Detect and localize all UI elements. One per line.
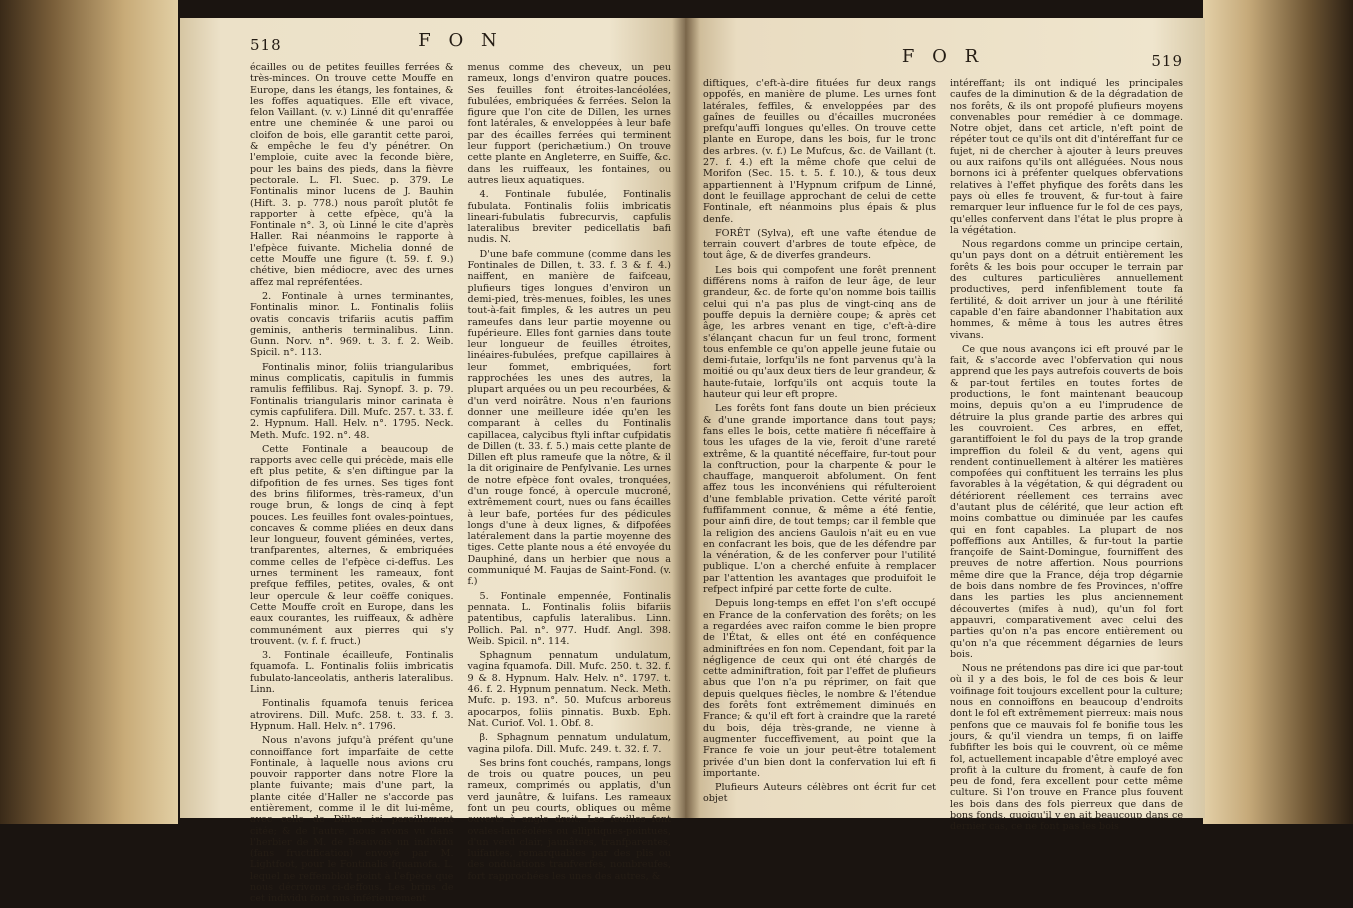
paragraph: β. Sphagnum pennatum undulatum, vagina pilofa. Dill. Mufc. 249. t. 32. f. 7. [467, 732, 671, 755]
running-head-right: F O R [901, 46, 985, 67]
paragraph: Plufieurs Auteurs célèbres ont écrit fur cet objet [703, 782, 936, 805]
left-page-header [250, 28, 671, 62]
paragraph: Les bois qui compofent une forêt prennent différens noms à raifon de leur âge, de leur grandeur, &c. de forte qu'on nomme bois taillis celui qui n'a pas plus de vingt-cinq ans de pouffe depuis la dernière coupe; & après cet âge, les arbres venant en tige, c'eft-à-dire s'élançant chacun fur un feul tronc, forment tous enfemble ce qu'on appelle jeune futaie ou demi-futaie, lorfqu'ils ne font parvenus qu'à la moitié ou qu'aux deux tiers de leur grandeur, & haute-futaie, lorfqu'ils ont acquis toute la hauteur qui leur eft propre. [703, 264, 936, 401]
paragraph: Nous ne prétendons pas dire ici que par-tout où il y a des bois, le fol de ces bois & leur voifinage foit toujours excellent pour la culture; nous en connoiffons en beaucoup d'endroits dont le fol eft extrêmement pierreux: mais nous penfons que ce mauvais fol fe bonifie tous les jours, & qu'il viendra un temps, fi on laiffe fubfifter les bois qui le couvrent, où ce même fol, actuellement incapable d'être employé avec profit à la culture du froment, à caufe de fon peu de fond, fera excellent pour cette même culture. Si l'on trouve en France plus fouvent les bois dans des fols pierreux que dans de bons fonds, quoiqu'il y en ait beaucoup dans ce dernier cas, ce ne font pas les bois [950, 663, 1183, 833]
paragraph: 2. Fontinale à urnes terminantes, Fontinalis minor. L. Fontinalis foliis ovatis concavis trifariis acutis paffim geminis, antheris terminalibus. Linn. Gunn. Norv. n°. 969. t. 3. f. 2. Weib. Spicil. n°. 113. [250, 290, 454, 359]
paragraph: D'une bafe commune (comme dans les Fontinales de Dillen, t. 33. f. 3 & f. 4.) naiffent, en manière de faifceau, plufieurs tiges longues d'environ un demi-pied, très-menues, foibles, les unes tout-à-fait fimples, & les autres un peu rameufes dans leur partie moyenne ou fupérieure. Elles font garnies dans toute leur longueur de feuilles étroites, linéaires-fubulées, prefque capillaires à leur fommet, embriquées, fort rapprochées les unes des autres, la plupart arquées ou un peu recourbées, & d'un verd noirâtre. Nous n'en faurions donner une meilleure idée qu'en les comparant à celles du Fontinalis capillacea, calycibus ftyli inftar cufpidatis de Dillen (t. 33. f. 5.) mais cette plante de Dillen eft plus rameufe que la nôtre, & il la dit originaire de Penfylvanie. Les urnes de notre efpèce font ovales, tronquées, d'un rouge foncé, à opercule mucroné, extrêmement court, nues ou fans écailles à leur bafe, portées fur des pédicules longs d'une à deux lignes, & difpofées latéralement dans la partie moyenne des tiges. Cette plante nous a été envoyée du Dauphiné, dans un herbier que nous a communiqué M. Faujas de Saint-Fond. (v. f.) [467, 248, 671, 588]
page-number-right: 519 [1151, 52, 1183, 70]
book-gutter [672, 18, 700, 818]
paragraph: Depuis long-temps en effet l'on s'eft occupé en France de la confervation des forêts; on les a regardées avec raifon comme le bien propre de l'État, & elles ont été en conféquence adminiftrées en fon nom. Cependant, foit par la négligence de ceux qui ont été chargés de cette adminiftration, foit par l'effet de plufieurs abus que l'on n'a pu réprimer, on fait que depuis quelques fiècles, le nombre & l'étendue des forêts font extrêmement diminués en France; & qu'il eft fort à craindre que la rareté du bois, déja très-grande, ne vienne à augmenter fucceffivement, au point que la France fe voie un jour peut-être totalement privée d'un bien dont la confervation lui eft fi importante. [703, 598, 936, 779]
paragraph: Fontinalis fquamofa tenuis fericea atrovirens. Dill. Mufc. 258. t. 33. f. 3. Hypnum. Hall. Helv. n°. 1796. [250, 698, 454, 732]
paragraph: 5. Fontinale empennée, Fontinalis pennata. L. Fontinalis foliis bifariis patentibus, capfulis lateralibus. Linn. Pollich. Pal. n°. 977. Hudf. Angl. 398. Weib. Spicil. n°. 114. [467, 590, 671, 647]
left-page [180, 18, 685, 905]
left-book-edge [0, 0, 178, 824]
right-page-header [703, 44, 1183, 78]
paragraph: Ce que nous avançons ici eft prouvé par le fait, & s'accorde avec l'obfervation qui nous apprend que les pays autrefois couverts de bois & par-tout fertiles en toutes fortes de productions, le font maintenant beaucoup moins, depuis qu'on a eu l'imprudence de détruire la plus grande partie des arbres qui les couvroient. Ces arbres, en effet, garantiffoient le fol du pays de la trop grande impreffion du foleil & du vent, agens qui rendent continuellement à altérer les matières compofées qui conftituent les terrains les plus favorables à la végétation, & qui dégradent ou détériorent réellement ces terrains avec d'autant plus de célérité, que leur action eft moins combattue ou diminuée par les caufes qui en font capables. La plupart de nos poffeffions aux Antilles, & fur-tout la partie françoife de Saint-Domingue, fourniffent des preuves de notre affertion. Nous pourrions même dire que la France, déja trop dégarnie de bois dans nombre de fes Provinces, n'offre dans les parties les plus anciennement découvertes (mifes à nud), qu'un fol fort appauvri, comparativement avec celui des parties qu'on n'a pas encore entièrement ou qu'on n'a que récemment dégarnies de leurs bois. [950, 343, 1183, 660]
left-column-2 [468, 62, 672, 908]
paragraph: menus comme des cheveux, un peu rameux, longs d'environ quatre pouces. Ses feuilles font étroites-lancéolées, fubulées, embriquées & ferrées. Selon la figure que l'on cite de Dillen, les urnes font latérales, & enveloppées à leur bafe par des écailles ferrées qui terminent leur fupport (perichætium.) On trouve cette plante en Angleterre, en Suiffe, &c. dans les ruiffeaux, les fontaines, ou autres lieux aquatiques. [467, 62, 671, 186]
paragraph: 3. Fontinale écailleufe, Fontinalis fquamofa. L. Fontinalis foliis imbricatis fubulato-lanceolatis, antheris lateralibus. Linn. [250, 650, 454, 696]
paragraph: Ses brins font couchés, rampans, longs de trois ou quatre pouces, un peu rameux, comprimés ou applatis, d'un verd jaunâtre, & luifans. Les rameaux font un peu courts, obliques ou même ouverts à angle droit. Les feuilles font ovales-lancéolées ou elliptiques-pointues, d'un verd clair, jaunâtres, tranfparentes, luifantes, remarquables par des plis ou des ondulations tranfverfes, nombreufes, fort rapprochées les unes des autres, & [467, 757, 671, 882]
right-page-columns [703, 78, 1183, 836]
paragraph: Fontinalis minor, foliis triangularibus minus complicatis, capitulis in fummis ramulis feffilibus. Raj. Synopf. 3. p. 79. Fontinalis triangularis minor carinata è cymis capfulifera. Dill. Mufc. 257. t. 33. f. 2. Hypnum. Hall. Helv. n°. 1795. Neck. Meth. Mufc. 192. n°. 48. [250, 361, 454, 441]
paragraph: Nous n'avons jufqu'à préfent qu'une connoiffance fort imparfaite de cette Fontinale, à laquelle nous avions cru pouvoir rapporter dans notre Flore la plante fuivante; mais d'une part, la plante citée d'Haller ne s'accorde pas entièrement, comme il le dit lui-même, avec celle de Dillen ici pareillement citée; & de l'autre, nous avons vu dans l'herbier de M. de Beauvois un individu (fans fructification) envoyé par M. Lightfoot, pour le Fontinalis fquamofa. L. lequel ne reffembloit point à l'efpèce que nous décrivons ci-deffous. Les brins de cet individu font nus inférieurement [250, 735, 454, 905]
left-page-columns [250, 62, 671, 908]
running-head-left: F O N [418, 30, 503, 51]
right-page [685, 18, 1205, 833]
paragraph: FORÊT (Sylva), eft une vafte étendue de terrain couvert d'arbres de toute efpèce, de tout âge, & de diverfes grandeurs. [703, 227, 936, 262]
paragraph: Sphagnum pennatum undulatum, vagina fquamofa. Dill. Mufc. 250. t. 32. f. 9 & 8. Hypnum. Halv. Helv. n°. 1797. t. 46. f. 2. Hypnum pennatum. Neck. Meth. Mufc. p. 193. n°. 50. Mufcus arboreus apocarpos, foliis pinnatis. Buxb. Eph. Nat. Curiof. Vol. 1. Obf. 8. [467, 650, 671, 729]
paragraph: Les forêts font fans doute un bien précieux & d'une grande importance dans tout pays; fans elles le bois, cette matière fi néceffaire à tous les ufages de la vie, feroit d'une rareté extrême, & la quantité néceffaire, fur-tout pour la conftruction, pour la charpente & pour le chauffage, manqueroit abfolument. On fent affez tous les inconvéniens qui réfulteroient d'une femblable privation. Cette vérité paroît fuffifamment connue, & même a été fentie, pour ainfi dire, de tout temps; car il femble que la religion des anciens Gaulois n'ait eu en vue en confacrant les bois, que de les défendre par la vénération, & de les conferver pour l'utilité publique. L'on a cherché enfuite à remplacer par l'attention les avantages que produifoit le refpect infpiré par cette forte de culte. [703, 403, 936, 596]
paragraph: diftiques, c'eft-à-dire fituées fur deux rangs oppofés, en manière de plume. Les urnes font latérales, feffiles, & enveloppées par des gaînes de feuilles ou d'écailles mucronées prefqu'auffi longues qu'elles. On trouve cette plante en Europe, dans les bois, fur le tronc des arbres. (v. f.) Le Mufcus, &c. de Vaillant (t. 27. f. 4.) eft la même chofe que celui de Morifon (Sec. 15. t. 5. f. 10.), & tous deux appartiennent à l'Hypnum crifpum de Linné, dont le feuillage approchant de celui de cette Fontinale, eft néanmoins plus épais & plus denfe. [703, 78, 936, 225]
paragraph: Nous regardons comme un principe certain, qu'un pays dont on a détruit entièrement les forêts & les bois pour occuper le terrain par des cultures particulières annuellement productives, perd infenfiblement toute fa fertilité, & doit arriver un jour à une ftérilité capable d'en faire abandonner l'habitation aux hommes, & même à tous les autres êtres vivans. [950, 239, 1183, 341]
paragraph: écailles ou de petites feuilles ferrées & très-minces. On trouve cette Mouffe en Europe, dans les étangs, les fontaines, & les foffes aquatiques. Elle eft vivace, felon Vaillant. (v. v.) Linné dit qu'enraffée entre une cheminée & une paroi ou cloifon de bois, elle garantit cette paroi, & empêche le feu d'y pénétrer. On l'emploie, cuite avec la feconde bière, pour les bains des pieds, dans la fièvre pectorale. L. Fl. Suec. p. 379. Le Fontinalis minor lucens de J. Bauhin (Hift. 3. p. 778.) nous paroît plutôt fe rapporter à cette efpèce, qu'à la Fontinale n°. 3, où Linné le cite d'après Haller. Rai néanmoins le rapporte à l'efpèce fuivante. Michelia donné de cette Mouffe une figure (t. 59. f. 9.) chétive, bien médiocre, avec des urnes affez mal repréfentées. [250, 62, 454, 288]
paragraph: Cette Fontinale a beaucoup de rapports avec celle qui précède, mais elle eft plus petite, & s'en diftingue par la difpofition de fes urnes. Ses tiges font des brins filiformes, très-rameux, d'un rouge brun, & longs de cinq à fept pouces. Les feuilles font ovales-pointues, concaves & comme pliées en deux dans leur longueur, fouvent géminées, vertes, tranfparentes, alternes, & embriquées comme celles de l'efpèce ci-deffus. Les urnes terminent les rameaux, font prefque feffiles, petites, ovales, & ont leur opercule & leur coëffe coniques. Cette Mouffe croît en Europe, dans les eaux courantes, les ruiffeaux, & adhère communément aux pierres qui s'y trouvent. (v. f. f. fruct.) [250, 443, 454, 647]
paragraph: 4. Fontinale fubulée, Fontinalis fubulata. Fontinalis foliis imbricatis lineari-fubulatis fubrecurvis, capfulis lateralibus breviter pedicellatis bafi nudis. N. [467, 189, 671, 246]
page-number-left: 518 [250, 36, 282, 54]
right-column-1 [703, 78, 936, 836]
left-column-1 [250, 62, 454, 908]
right-book-edge [1203, 0, 1353, 824]
paragraph: intéreffant; ils ont indiqué les principales caufes de la diminution & de la dégradation de nos forêts, & ils ont propofé plufieurs moyens convenables pour remédier à ce dommage. Notre objet, dans cet article, n'eft point de répéter tout ce qu'ils ont dit d'intéreffant fur ce fujet, ni de chercher à ajouter à leurs preuves ou aux raifons qu'ils ont alléguées. Nous nous bornons ici à préfenter quelques obfervations relatives à l'effet phyfique des forêts dans les pays où elles fe trouvent, & fur-tout à faire remarquer leur influence fur le fol de ces pays, qu'elles confervent dans l'état le plus propre à la végétation. [950, 78, 1183, 236]
right-column-2 [950, 78, 1183, 836]
